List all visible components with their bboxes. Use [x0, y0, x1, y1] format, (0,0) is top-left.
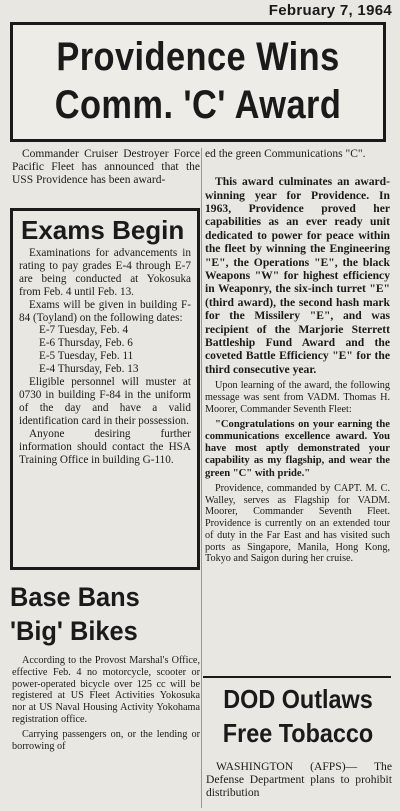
exams-paragraph-2: Exams will be given in building F-84 (Toyland) on the following dates:: [19, 298, 191, 324]
headline: [39, 25, 357, 129]
schedule-item: E-6 Thursday, Feb. 6: [39, 337, 133, 350]
headline-line-2: Comm. 'C' Award: [54, 83, 342, 127]
dod-title-line-1: DOD Outlaws: [223, 684, 373, 714]
award-paragraph: [205, 175, 390, 376]
bikes-title-line-2: 'Big' Bikes: [10, 616, 138, 646]
dod-article: [206, 760, 392, 800]
issue-date: February 7, 1964: [268, 2, 392, 19]
award-paragraph-text: This award culminates an award-winning year for Providence. In 1963, Providence proved her capabilities as an ever ready unit dedicated to power for peace within the fleet by winning the Engineering "E", the Operations "E", the black Weapons "W" for highest efficiency in Weaponry, the six-inch turret "E" (third award), the second hash mark for the Missilery "E", and was recipient of the Marjorie Sterrett Battleship Fund Award and the coveted Battle Efficiency "E" for the third consecutive year.: [205, 175, 390, 376]
exams-paragraph-1: Examinations for advancements in rating to pay grades E-4 through E-7 are being conducted at Yokosuka from Feb. 4 until Feb. 13.: [19, 247, 191, 298]
dod-paragraph-1: WASHINGTON (AFPS)— The Defense Department plans to prohibit distribution: [206, 760, 392, 800]
lead-paragraph-left: Commander Cruiser Destroyer Force Pacific Fleet has announced that the USS Providence has been award-: [12, 148, 200, 187]
exams-title: Exams Begin: [21, 215, 185, 245]
headline-line-1: Providence Wins: [56, 35, 340, 79]
schedule-item: E-5 Tuesday, Feb. 11: [39, 350, 134, 363]
exams-paragraph-3: Eligible personnel will muster at 0730 in building F-84 in the uniform of the day and have a valid identification card in their possession.: [19, 376, 191, 427]
lead-paragraph-right: ed the green Communications "C".: [205, 148, 366, 160]
bikes-paragraph-2: Carrying passengers on, or the lending or borrowing of: [12, 728, 200, 752]
bikes-title: [10, 580, 189, 648]
right-column: [205, 148, 390, 565]
schedule-item: E-4 Thursday, Feb. 13: [39, 363, 139, 376]
message-paragraph: Upon learning of the award, the following message was sent from VADM. Thomas H. Moorer, Commander Seventh Fleet:: [205, 380, 390, 415]
dod-title-line-2: Free Tobacco: [222, 718, 374, 748]
headline-box: [10, 22, 386, 142]
exams-paragraph-4: Anyone desiring further information should contact the HSA Training Office in building G-110.: [19, 427, 191, 466]
column-divider: [201, 148, 202, 808]
bikes-article: [12, 655, 200, 755]
providence-paragraph: Providence, commanded by CAPT. M. C. Walley, serves as Flagship for VADM. Moorer, Commander Seventh Fleet. Providence is currently on an extended tour of duty in the Far East and has visited such ports as Singapore, Manila, Hong Kong, Tokyo and Saigon during her cruise.: [205, 482, 390, 565]
bikes-paragraph-1: According to the Provost Marshal's Office, effective Feb. 4 no motorcycle, scooter or power-operated bicycle over 125 cc will be registered at US Fleet Activities Yokosuka nor at US Naval Housing Activity Yokohama registration office.: [12, 655, 200, 725]
dod-title: [213, 682, 384, 750]
schedule-item: E-7 Tuesday, Feb. 4: [39, 324, 129, 337]
exams-box: [10, 208, 200, 570]
bikes-title-line-1: Base Bans: [10, 582, 140, 612]
section-rule: [203, 676, 391, 678]
exam-schedule: [19, 324, 191, 376]
quote-paragraph: "Congratulations on your earning the communications excellence award. You have most aptly demonstrated your capability as my flagship, and wear the green "C" with pride.": [205, 418, 390, 479]
